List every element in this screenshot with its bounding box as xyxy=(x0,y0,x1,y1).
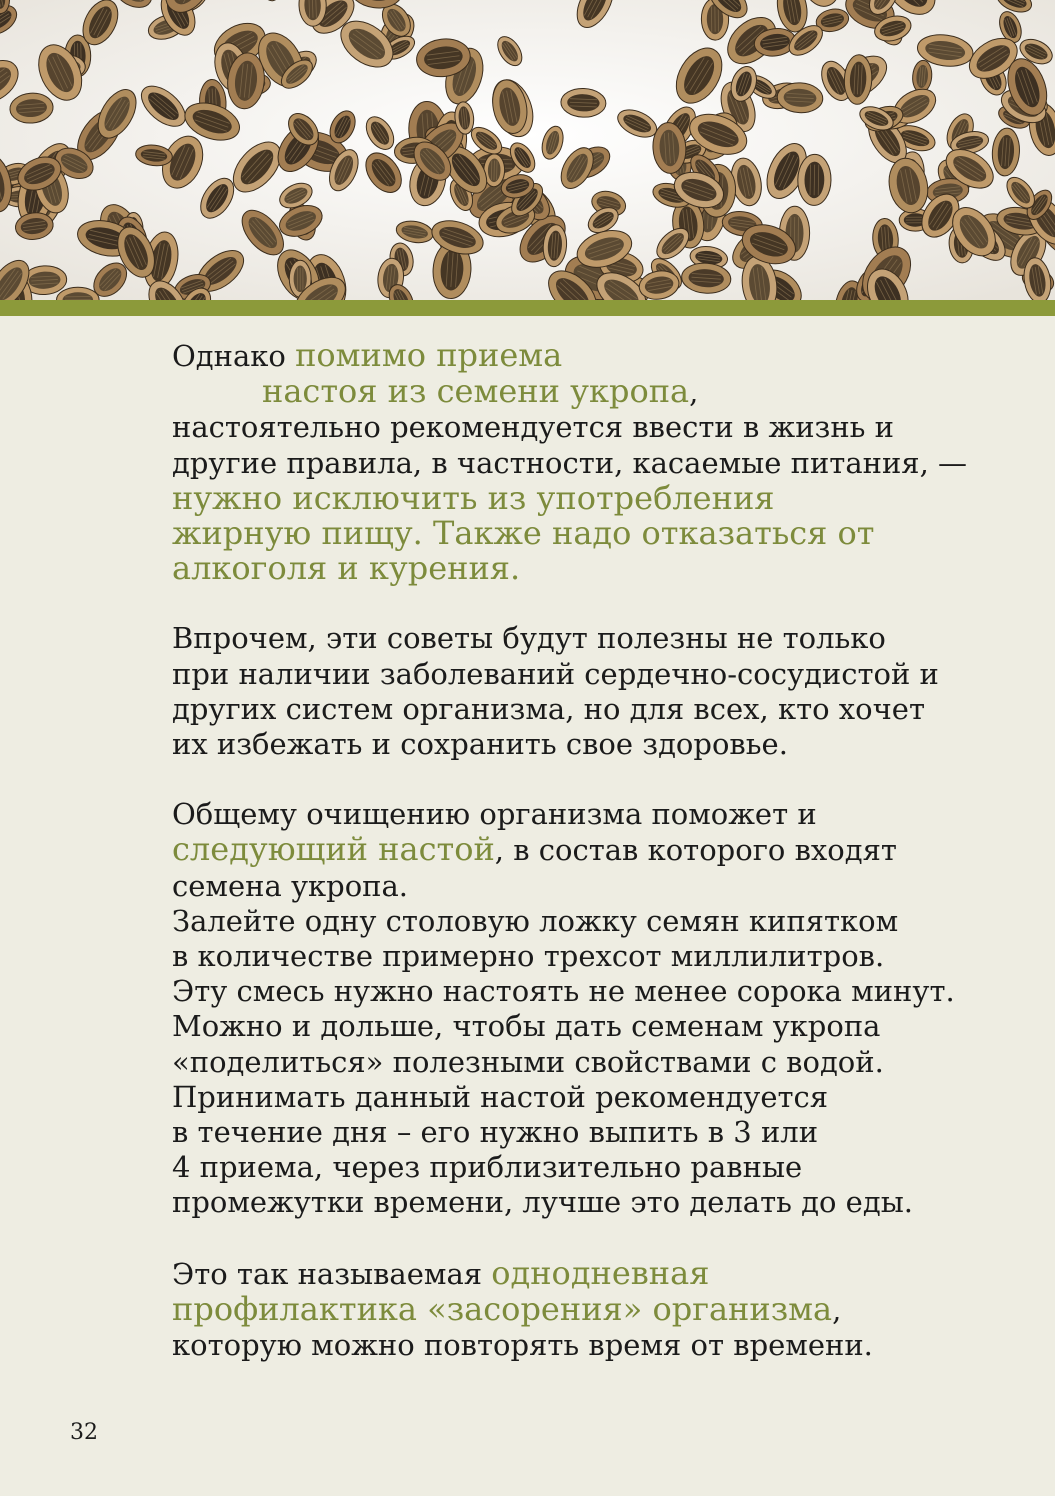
text-line: в количестве примерно трехсот миллилитров. xyxy=(172,939,885,974)
article-body xyxy=(172,336,968,1363)
text-line: «поделиться» полезными свойствами с водой. xyxy=(172,1044,884,1079)
text-line: профилактика «засорения» организма, xyxy=(172,1289,842,1328)
text-line: Общему очищению организма поможет и xyxy=(172,797,817,832)
text-line: при наличии заболеваний сердечно-сосудистой и xyxy=(172,656,939,691)
highlight-text: нужно исключить из употребления xyxy=(172,478,775,517)
text-line: Однако помимо приема xyxy=(172,336,563,374)
accent-stripe xyxy=(0,300,1055,316)
highlight-text: алкоголя и курения. xyxy=(172,549,521,588)
paragraph-3 xyxy=(172,797,955,1220)
paragraph-1 xyxy=(172,336,968,588)
highlight-text: профилактика «засорения» организма xyxy=(172,1289,833,1328)
highlight-text: жирную пищу. Также надо отказаться от xyxy=(172,514,875,553)
dill-seeds-photo xyxy=(0,0,1055,300)
text-line: в течение дня – его нужно выпить в 3 или xyxy=(172,1115,819,1150)
paragraph-4 xyxy=(172,1253,892,1364)
dill-seeds-photo-icon xyxy=(0,0,1055,300)
text-line: Это так называемая однодневная xyxy=(172,1253,710,1292)
text-line: настоя из семени укропа, xyxy=(262,372,699,411)
text-line: настоятельно рекомендуется ввести в жизнь и xyxy=(172,410,894,445)
highlight-text: следующий настой xyxy=(172,830,495,869)
highlight-text: однодневная xyxy=(491,1253,710,1292)
text-line: Эту смесь нужно настоять не менее сорока минут. xyxy=(172,974,955,1009)
highlight-text: настоя из семени укропа xyxy=(262,372,690,411)
text-line: Можно и дольше, чтобы дать семенам укропа xyxy=(172,1009,881,1044)
text-line: их избежать и сохранить свое здоровье. xyxy=(172,727,788,762)
text-line: Залейте одну столовую ложку семян кипятком xyxy=(172,903,899,938)
text-line: Принимать данный настой рекомендуется xyxy=(172,1079,829,1114)
text-line: других систем организма, но для всех, кто хочет xyxy=(172,691,925,726)
text-line: которую можно повторять время от времени. xyxy=(172,1328,873,1363)
text-line: Впрочем, эти советы будут полезны не только xyxy=(172,621,886,656)
text-line: семена укропа. xyxy=(172,868,409,903)
text-line: промежутки времени, лучше это делать до еды. xyxy=(172,1185,913,1220)
highlight-text: помимо приема xyxy=(295,336,563,374)
text-line: другие правила, в частности, касаемые питания, — xyxy=(172,445,968,480)
text-line: следующий настой, в состав которого входят xyxy=(172,830,897,869)
seed-shape xyxy=(797,154,831,206)
paragraph-2 xyxy=(172,621,939,762)
text-line: 4 приема, через приблизительно равные xyxy=(172,1150,803,1185)
page-number: 32 xyxy=(70,1420,98,1445)
